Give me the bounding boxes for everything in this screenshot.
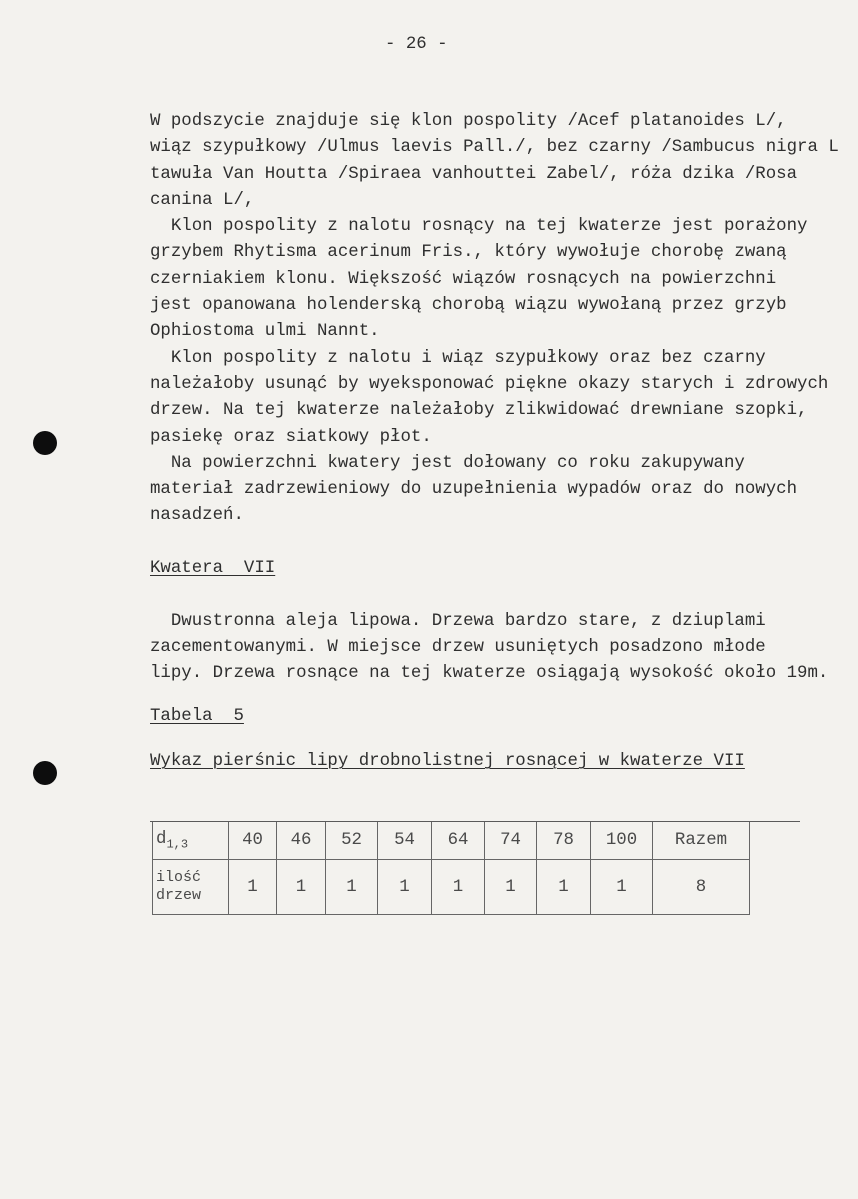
page-number: - 26 - <box>385 35 448 54</box>
text-line: wiąz szypułkowy /Ulmus laevis Pall./, bez czarny /Sambucus nigra L <box>150 138 839 158</box>
text-line: tawuła Van Houtta /Spiraea vanhouttei Zabel/, róża dzika /Rosa <box>150 164 798 184</box>
blank-line <box>150 530 855 556</box>
section-heading <box>150 556 855 582</box>
table-header-cell: 64 <box>432 822 485 860</box>
text-line: nasadzeń. <box>150 506 244 526</box>
text-line: Klon pospolity z nalotu i wiąz szypułkowy oraz bez czarny <box>170 348 766 368</box>
punch-hole <box>33 761 57 785</box>
table-cell: 1 <box>537 860 591 915</box>
document-body <box>150 109 855 688</box>
table-cell: 1 <box>326 860 378 915</box>
paragraph <box>150 346 855 451</box>
text-line: grzybem Rhytisma acerinum Fris., który wywołuje chorobę zwaną <box>150 243 787 263</box>
diameter-table <box>152 822 750 915</box>
table-header-cell: 46 <box>277 822 326 860</box>
row-label-line: drzew <box>156 887 202 904</box>
text-line: Ophiostoma ulmi Nannt. <box>150 322 380 342</box>
table-header-row <box>153 822 750 860</box>
table-cell: 1 <box>277 860 326 915</box>
paragraph <box>150 609 855 688</box>
text-line: canina L/, <box>150 190 255 210</box>
table-cell: 1 <box>432 860 485 915</box>
paragraph <box>150 214 855 345</box>
text-line: drzew. Na tej kwaterze należałoby zlikwidować drewniane szopki, <box>150 401 808 421</box>
text-line: jest opanowana holenderską chorobą wiązu wywołaną przez grzyb <box>150 296 787 316</box>
table-cell: 8 <box>653 860 750 915</box>
row-label-line: ilość <box>156 869 202 886</box>
diameter-subscript: 1,3 <box>166 837 189 852</box>
table-cell: 1 <box>485 860 537 915</box>
punch-hole <box>33 431 57 455</box>
table-label: Tabela 5 <box>150 707 244 726</box>
text-line: należałoby usunąć by wyeksponować piękne okazy starych i zdrowych <box>150 374 829 394</box>
text-line: Na powierzchni kwatery jest dołowany co roku zakupywany <box>170 453 745 473</box>
section-heading-text: Kwatera VII <box>150 559 276 579</box>
table-cell: 1 <box>591 860 653 915</box>
text-line: pasiekę oraz siatkowy płot. <box>150 427 432 447</box>
table-row <box>153 860 750 915</box>
table-header-cell: Razem <box>653 822 750 860</box>
table-header-cell: 40 <box>229 822 277 860</box>
diameter-symbol: d <box>156 829 167 849</box>
table-header-cell: 54 <box>378 822 432 860</box>
table-header-cell: 100 <box>591 822 653 860</box>
blank-line <box>150 582 855 608</box>
paragraph <box>150 451 855 530</box>
table-row-label <box>153 860 229 915</box>
table-header-cell <box>153 822 229 860</box>
table-header-cell: 52 <box>326 822 378 860</box>
table-header-cell: 78 <box>537 822 591 860</box>
text-line: zacementowanymi. W miejsce drzew usuniętych posadzono młode <box>150 637 766 657</box>
text-line: Dwustronna aleja lipowa. Drzewa bardzo stare, z dziuplami <box>170 611 766 631</box>
table-cell: 1 <box>378 860 432 915</box>
table-caption: Wykaz pierśnic lipy drobnolistnej rosnącej w kwaterze VII <box>150 752 745 771</box>
text-line: materiał zadrzewieniowy do uzupełnienia wypadów oraz do nowych <box>150 480 798 500</box>
table-header-cell: 74 <box>485 822 537 860</box>
text-line: czerniakiem klonu. Większość wiązów rosnących na powierzchni <box>150 269 777 289</box>
text-line: lipy. Drzewa rosnące na tej kwaterze osiągają wysokość około 19m. <box>150 664 829 684</box>
text-line: Klon pospolity z nalotu rosnący na tej kwaterze jest porażony <box>170 217 808 237</box>
paragraph <box>150 109 855 214</box>
table-cell: 1 <box>229 860 277 915</box>
text-line: W podszycie znajduje się klon pospolity /Acef platanoides L/, <box>150 112 787 131</box>
